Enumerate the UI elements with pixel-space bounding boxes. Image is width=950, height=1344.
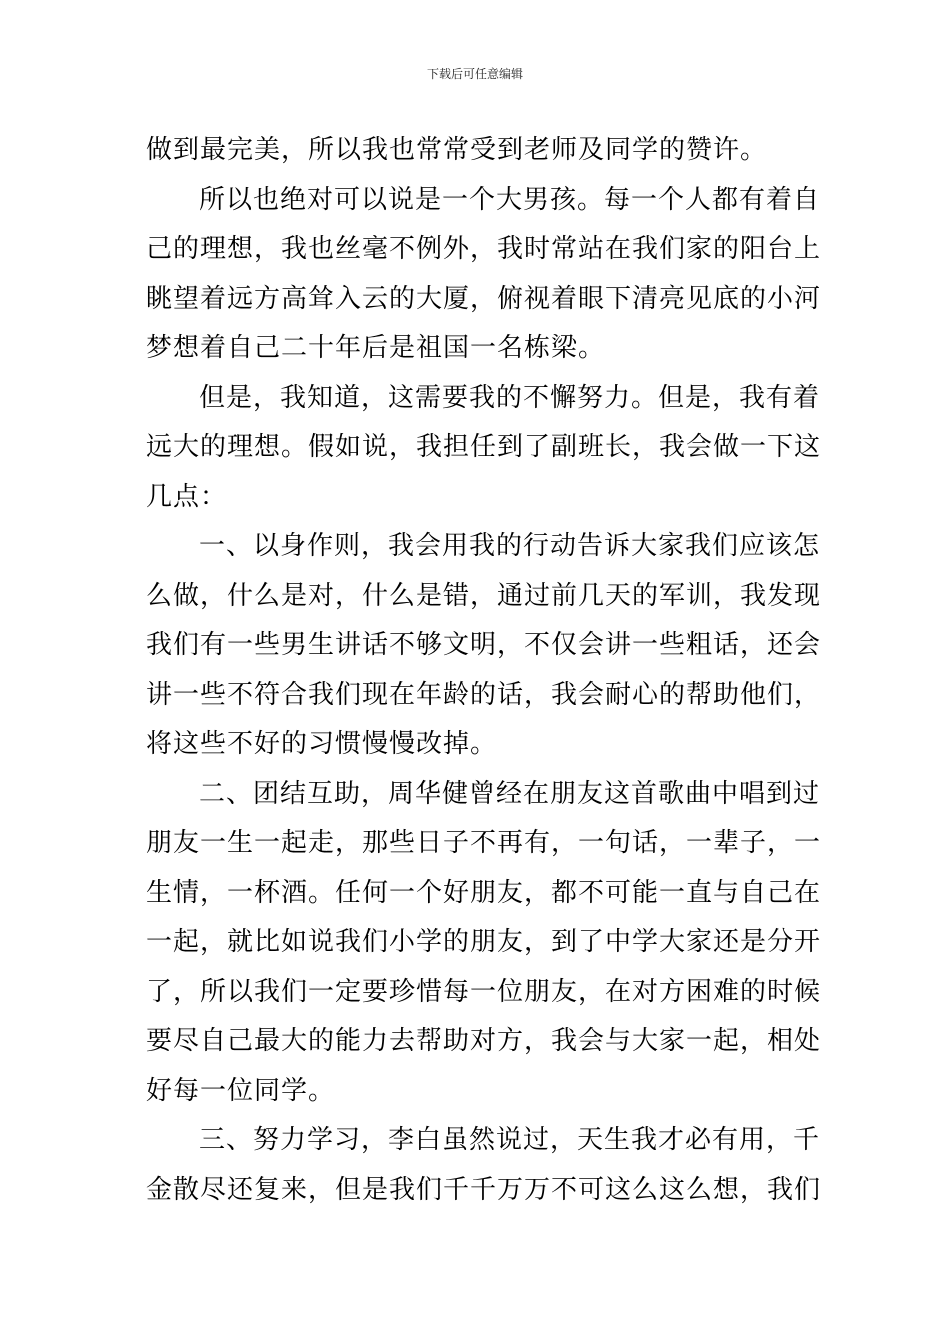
text-line: 三、努力学习，李白虽然说过，天生我才必有用，千 [199, 1125, 821, 1155]
text-line: 讲一些不符合我们现在年龄的话，我会耐心的帮助他们， [146, 679, 822, 710]
text-line: 但是，我知道，这需要我的不懈努力。但是，我有着 [199, 382, 821, 413]
text-line: 所以也绝对可以说是一个大男孩。每一个人都有着自 [199, 184, 821, 215]
page-header: 下载后可任意编辑 [426, 67, 523, 81]
text-line: 一、以身作则，我会用我的行动告诉大家我们应该怎 [199, 531, 821, 561]
text-line: 眺望着远方高耸入云的大厦，俯视着眼下清亮见底的小河 [146, 283, 822, 314]
document-body [146, 126, 822, 1215]
text-line: 么做，什么是对，什么是错，通过前几天的军训，我发现 [146, 580, 822, 611]
text-line: 了，所以我们一定要珍惜每一位朋友，在对方困难的时候 [146, 976, 822, 1007]
text-line: 己的理想，我也丝毫不例外，我时常站在我们家的阳台上 [146, 234, 822, 264]
text-line: 要尽自己最大的能力去帮助对方，我会与大家一起，相处 [146, 1026, 822, 1056]
text-line: 远大的理想。假如说，我担任到了副班长，我会做一下这 [146, 432, 822, 462]
text-line: 将这些不好的习惯慢慢改掉。 [146, 729, 498, 759]
text-line: 朋友一生一起走，那些日子不再有，一句话，一辈子，一 [146, 828, 822, 858]
text-line: 金散尽还复来，但是我们千千万万不可这么这么想，我们 [146, 1174, 822, 1205]
text-line: 几点： [146, 481, 228, 512]
text-line: 我们有一些男生讲话不够文明，不仅会讲一些粗话，还会 [146, 630, 822, 660]
text-line: 生情，一杯酒。任何一个好朋友，都不可能一直与自己在 [146, 877, 822, 908]
text-line: 好每一位同学。 [146, 1075, 336, 1106]
text-line: 二、团结互助，周华健曾经在朋友这首歌曲中唱到过 [199, 778, 821, 809]
text-line: 一起，就比如说我们小学的朋友，到了中学大家还是分开 [146, 927, 822, 957]
text-line: 做到最完美，所以我也常常受到老师及同学的赞许。 [146, 135, 768, 165]
text-line: 梦想着自己二十年后是祖国一名栋梁。 [146, 333, 606, 363]
